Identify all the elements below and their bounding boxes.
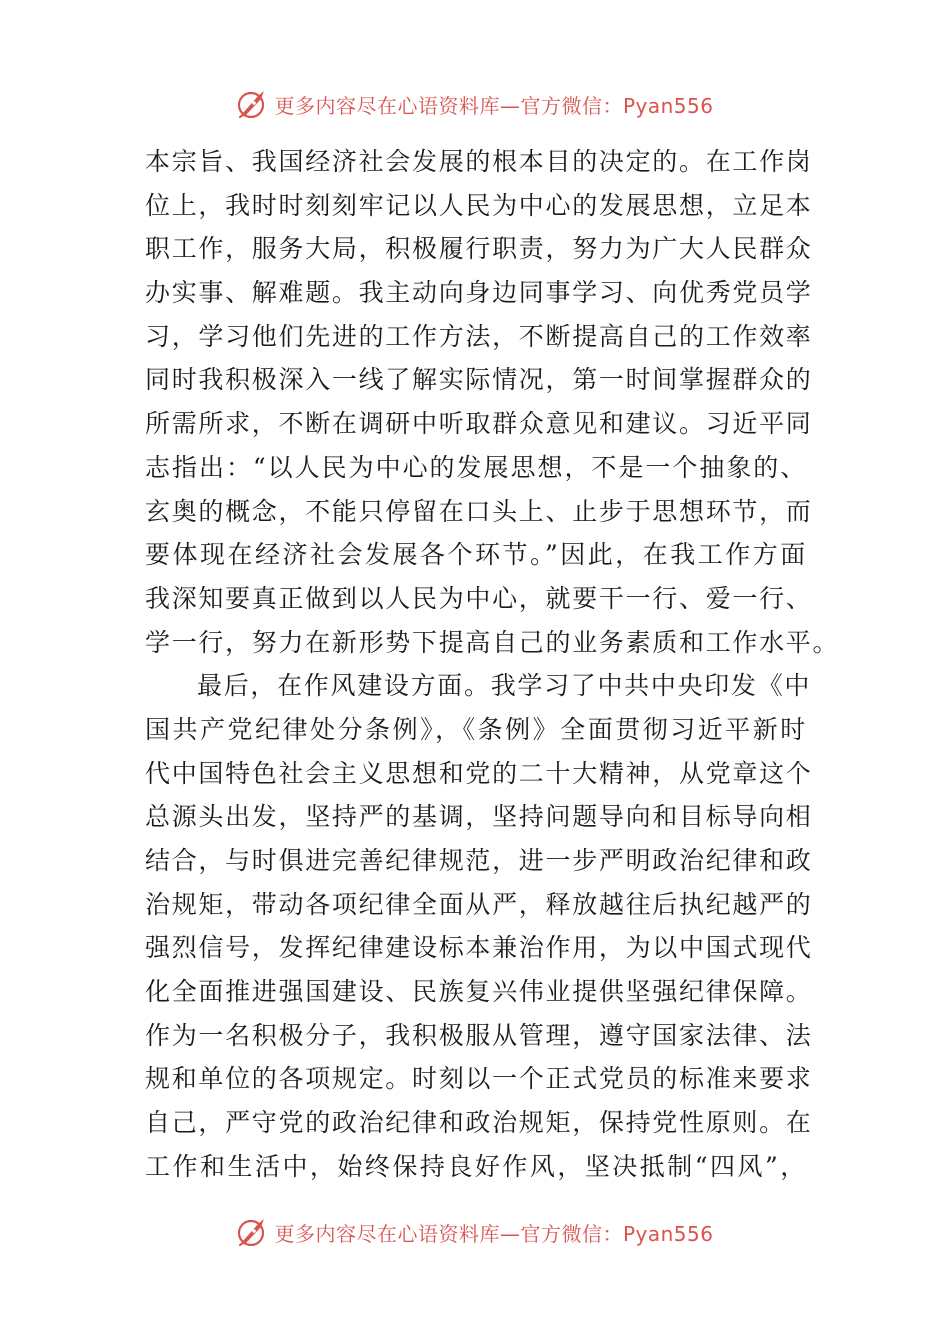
text-line-18: 治规矩，带动各项纪律全面从严，释放越往后执纪越严的 <box>145 889 813 919</box>
pen-nib-logo <box>236 87 270 121</box>
pen-nib-logo <box>236 1215 270 1249</box>
text-line-5: 习，学习他们先进的工作方法，不断提高自己的工作效率 <box>145 321 813 351</box>
text-line-2: 位上，我时时刻刻牢记以人民为中心的发展思想，立足本 <box>145 190 813 220</box>
document-body <box>145 140 840 1189</box>
text-line-13: 最后，在作风建设方面。我学习了中共中央印发《中 <box>197 671 812 701</box>
text-line-3: 职工作，服务大局，积极履行职责，努力为广大人民群众 <box>145 234 813 264</box>
text-line-22: 规和单位的各项规定。时刻以一个正式党员的标准来要求 <box>145 1064 813 1094</box>
watermark-text: 更多内容尽在心语资料库—官方微信：Pyan556 <box>274 1221 714 1246</box>
text-line-14: 国共产党纪律处分条例》，《条例》全面贯彻习近平新时 <box>145 714 807 744</box>
watermark-text: 更多内容尽在心语资料库—官方微信：Pyan556 <box>274 93 714 118</box>
text-line-16: 总源头出发，坚持严的基调，坚持问题导向和目标导向相 <box>145 802 813 832</box>
text-line-10: 要体现在经济社会发展各个环节。”因此，在我工作方面 <box>145 540 807 570</box>
text-line-23: 自己，严守党的政治纪律和政治规矩，保持党性原则。在 <box>145 1108 813 1138</box>
text-line-6: 同时我积极深入一线了解实际情况，第一时间掌握群众的 <box>145 365 813 395</box>
header-watermark <box>0 84 950 124</box>
text-line-8: 志指出：“以人民为中心的发展思想，不是一个抽象的、 <box>145 452 807 482</box>
text-line-24: 工作和生活中，始终保持良好作风，坚决抵制“四风”， <box>145 1151 807 1181</box>
text-line-4: 办实事、解难题。我主动向身边同事学习、向优秀党员学 <box>145 278 813 308</box>
text-line-15: 代中国特色社会主义思想和党的二十大精神，从党章这个 <box>145 758 813 788</box>
text-line-21: 作为一名积极分子，我积极服从管理，遵守国家法律、法 <box>145 1020 813 1050</box>
text-line-12: 学一行，努力在新形势下提高自己的业务素质和工作水平。 <box>145 627 840 657</box>
text-line-17: 结合，与时俱进完善纪律规范，进一步严明政治纪律和政 <box>145 846 813 875</box>
text-line-9: 玄奥的概念，不能只停留在口头上、止步于思想环节，而 <box>145 496 813 526</box>
footer-watermark <box>0 1212 950 1252</box>
text-line-11: 我深知要真正做到以人民为中心，就要干一行、爱一行、 <box>145 583 813 613</box>
text-line-19: 强烈信号，发挥纪律建设标本兼治作用，为以中国式现代 <box>145 933 813 963</box>
text-line-20: 化全面推进强国建设、民族复兴伟业提供坚强纪律保障。 <box>145 977 813 1007</box>
text-line-1: 本宗旨、我国经济社会发展的根本目的决定的。在工作岗 <box>145 147 813 176</box>
text-line-7: 所需所求，不断在调研中听取群众意见和建议。习近平同 <box>145 409 813 439</box>
